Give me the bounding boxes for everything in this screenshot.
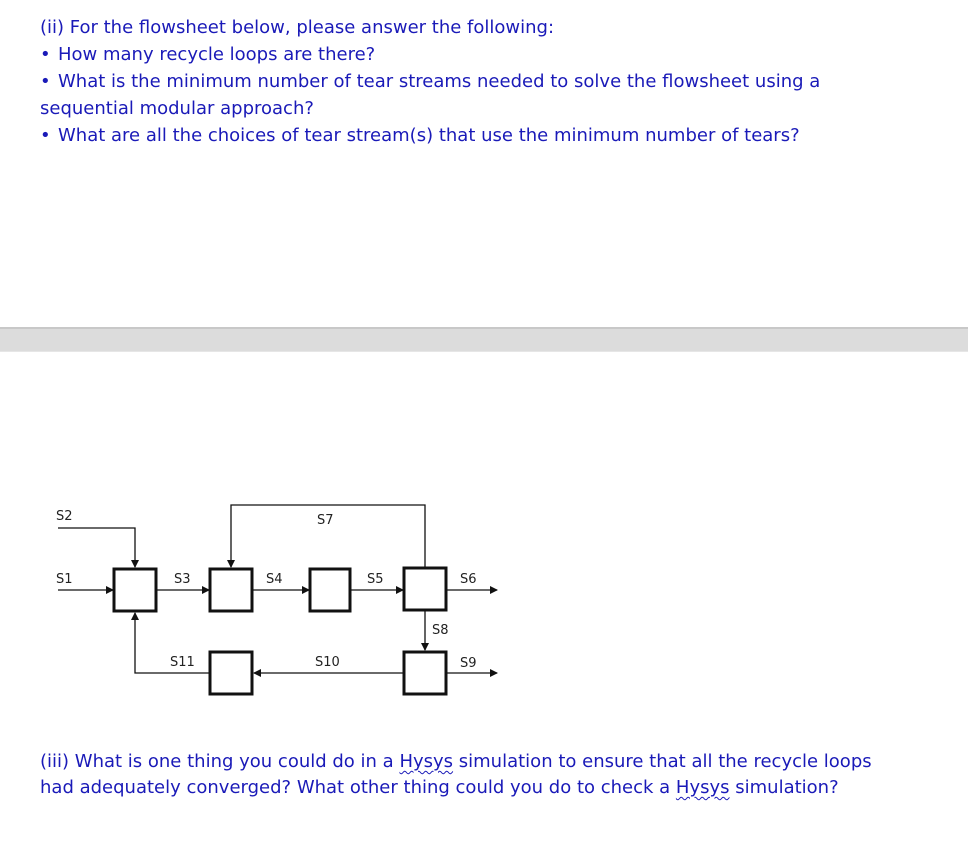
hysys-spellcheck-word-2: Hysys xyxy=(675,777,730,798)
stream-label-s10: S10 xyxy=(315,655,340,670)
stream-label-s9: S9 xyxy=(460,656,477,671)
bullet-2-text: What is the minimum number of tear streams needed to solve the flowsheet using a xyxy=(58,71,821,92)
stream-label-s1: S1 xyxy=(56,572,73,587)
question-iii-text-1: (iii) What is one thing you could do in a xyxy=(40,751,400,772)
stream-label-s3: S3 xyxy=(174,572,191,587)
hysys-spellcheck-word-1: Hysys xyxy=(399,751,454,772)
bullet-icon: • xyxy=(40,125,51,146)
bullet-icon: • xyxy=(40,44,51,65)
unit-block-4 xyxy=(404,568,446,610)
bullet-icon: • xyxy=(40,71,51,92)
flowsheet-diagram xyxy=(0,490,968,710)
unit-block-6 xyxy=(404,652,446,694)
bullet-3-text: What are all the choices of tear stream(s) that use the minimum number of tears? xyxy=(58,125,800,146)
question-ii-intro: (ii) For the flowsheet below, please answer the following: xyxy=(40,17,555,38)
unit-block-2 xyxy=(210,569,252,611)
stream-label-s8: S8 xyxy=(432,623,449,638)
stream-label-s4: S4 xyxy=(266,572,283,587)
question-ii-bullet-1 xyxy=(40,41,940,68)
question-ii-block xyxy=(40,14,940,149)
bullet-1-text: How many recycle loops are there? xyxy=(58,44,376,65)
stream-label-s7: S7 xyxy=(317,513,334,528)
question-ii-bullet-3 xyxy=(40,122,940,149)
question-iii-text-2: simulation to ensure that all the recycle loops xyxy=(453,751,872,772)
stream-label-s5: S5 xyxy=(367,572,384,587)
question-ii-bullet-2-continued: sequential modular approach? xyxy=(40,98,314,119)
question-iii-block xyxy=(40,749,940,801)
unit-block-5 xyxy=(210,652,252,694)
question-iii-text-3: had adequately converged? What other thing could you do to check a xyxy=(40,777,676,798)
unit-block-1 xyxy=(114,569,156,611)
stream-label-s6: S6 xyxy=(460,572,477,587)
section-divider xyxy=(0,327,968,352)
stream-s2-line xyxy=(58,528,135,567)
stream-label-s2: S2 xyxy=(56,509,73,524)
unit-block-3 xyxy=(310,569,350,611)
question-ii-bullet-2 xyxy=(40,68,940,95)
stream-label-s11: S11 xyxy=(170,655,195,670)
question-iii-text-4: simulation? xyxy=(729,777,839,798)
